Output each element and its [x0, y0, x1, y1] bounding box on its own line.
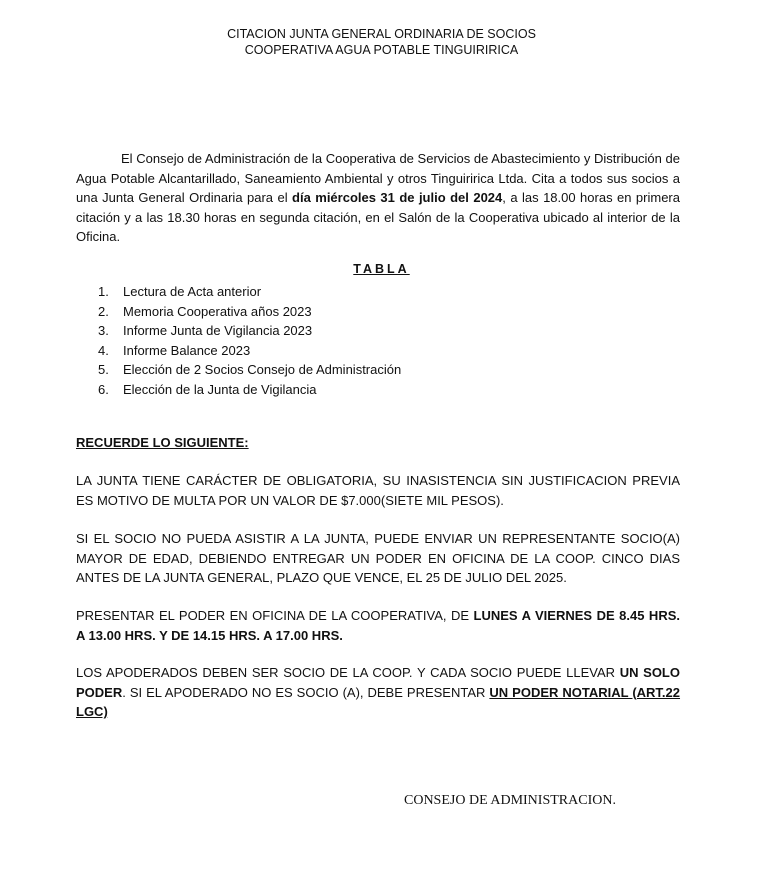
meeting-date: día miércoles 31 de julio del 2024	[292, 190, 503, 205]
solo-poder-emphasis: UN SOLO PODER	[76, 665, 680, 700]
agenda-item-number: 6.	[98, 381, 109, 397]
signature: CONSEJO DE ADMINISTRACION.	[404, 793, 616, 808]
document-header	[0, 26, 763, 58]
agenda-item-text: Elección de la Junta de Vigilancia	[123, 381, 317, 397]
notice-apoderados-text2: . SI EL APODERADO NO ES SOCIO (A), DEBE PRESENTAR	[122, 684, 490, 700]
agenda-item-text: Lectura de Acta anterior	[123, 284, 262, 299]
office-hours: LUNES A VIERNES DE 8.45 HRS. A 13.00 HRS. Y DE 14.15 HRS. A 17.00 HRS.	[76, 608, 680, 643]
tabla-heading: TABLA	[353, 262, 410, 276]
header-title-line2: COOPERATIVA AGUA POTABLE TINGUIRIRICA	[244, 43, 519, 57]
notice-representante: SI EL SOCIO NO PUEDA ASISTIR A LA JUNTA, PUEDE ENVIAR UN REPRESENTANTE SOCIO(A) MAYOR DE EDAD, DEBIENDO ENTREGAR UN PODER EN OFICINA DE LA COOP. CINCO DIAS ANTES DE LA JUNTA GENERAL, PLAZO QUE VENCE, EL 25 DE JULIO DEL 2025.	[76, 531, 680, 585]
agenda-item	[98, 282, 401, 302]
agenda-item-text: Informe Balance 2023	[123, 342, 251, 358]
header-title-line1: CITACION JUNTA GENERAL ORDINARIA DE SOCIOS	[227, 27, 536, 41]
agenda-item	[98, 302, 401, 322]
agenda-item-number: 5.	[98, 362, 109, 377]
intro-paragraph	[76, 149, 680, 247]
notice-obligatoria: LA JUNTA TIENE CARÁCTER DE OBLIGATORIA, SU INASISTENCIA SIN JUSTIFICACION PREVIA ES MOTIVO DE MULTA POR UN VALOR DE $7.000(SIETE MIL PESOS).	[76, 473, 680, 508]
intro-text-after: , a las 18.00 horas en primera citación y a las 18.30 horas en segunda citación, en el Salón de la Cooperativa ubicado al interior de la Oficina.	[76, 190, 680, 244]
agenda-item	[98, 341, 401, 361]
agenda-item-number: 3.	[98, 323, 109, 338]
agenda-item-text: Memoria Cooperativa años 2023	[123, 303, 312, 319]
agenda-item-number: 4.	[98, 342, 109, 358]
agenda-item-text: Elección de 2 Socios Consejo de Administración	[123, 362, 402, 377]
agenda-item-number: 2.	[98, 303, 109, 319]
agenda-list	[98, 282, 401, 399]
agenda-item-number: 1.	[98, 284, 109, 299]
recuerde-heading: RECUERDE LO SIGUIENTE:	[76, 435, 249, 450]
agenda-item	[98, 321, 401, 341]
notice-apoderados	[76, 663, 680, 722]
agenda-item	[98, 360, 401, 380]
notice-apoderados-text1: LOS APODERADOS DEBEN SER SOCIO DE LA COOP. Y CADA SOCIO PUEDE LLEVAR	[76, 665, 620, 680]
notice-horario-text: PRESENTAR EL PODER EN OFICINA DE LA COOPERATIVA, DE	[76, 608, 474, 623]
agenda-item	[98, 380, 401, 400]
intro-text-before: El Consejo de Administración de la Cooperativa de Servicios de Abastecimiento y Distribución de Agua Potable Alcantarillado, Saneamiento Ambiental y otros Tinguiririca Ltda. Cita a todos sus socios a una Junta General Ordinaria para el	[76, 151, 680, 205]
notice-horario	[76, 606, 680, 645]
agenda-item-text: Informe Junta de Vigilancia 2023	[123, 323, 313, 338]
poder-notarial-emphasis: UN PODER NOTARIAL (ART.22 LGC)	[76, 684, 681, 719]
